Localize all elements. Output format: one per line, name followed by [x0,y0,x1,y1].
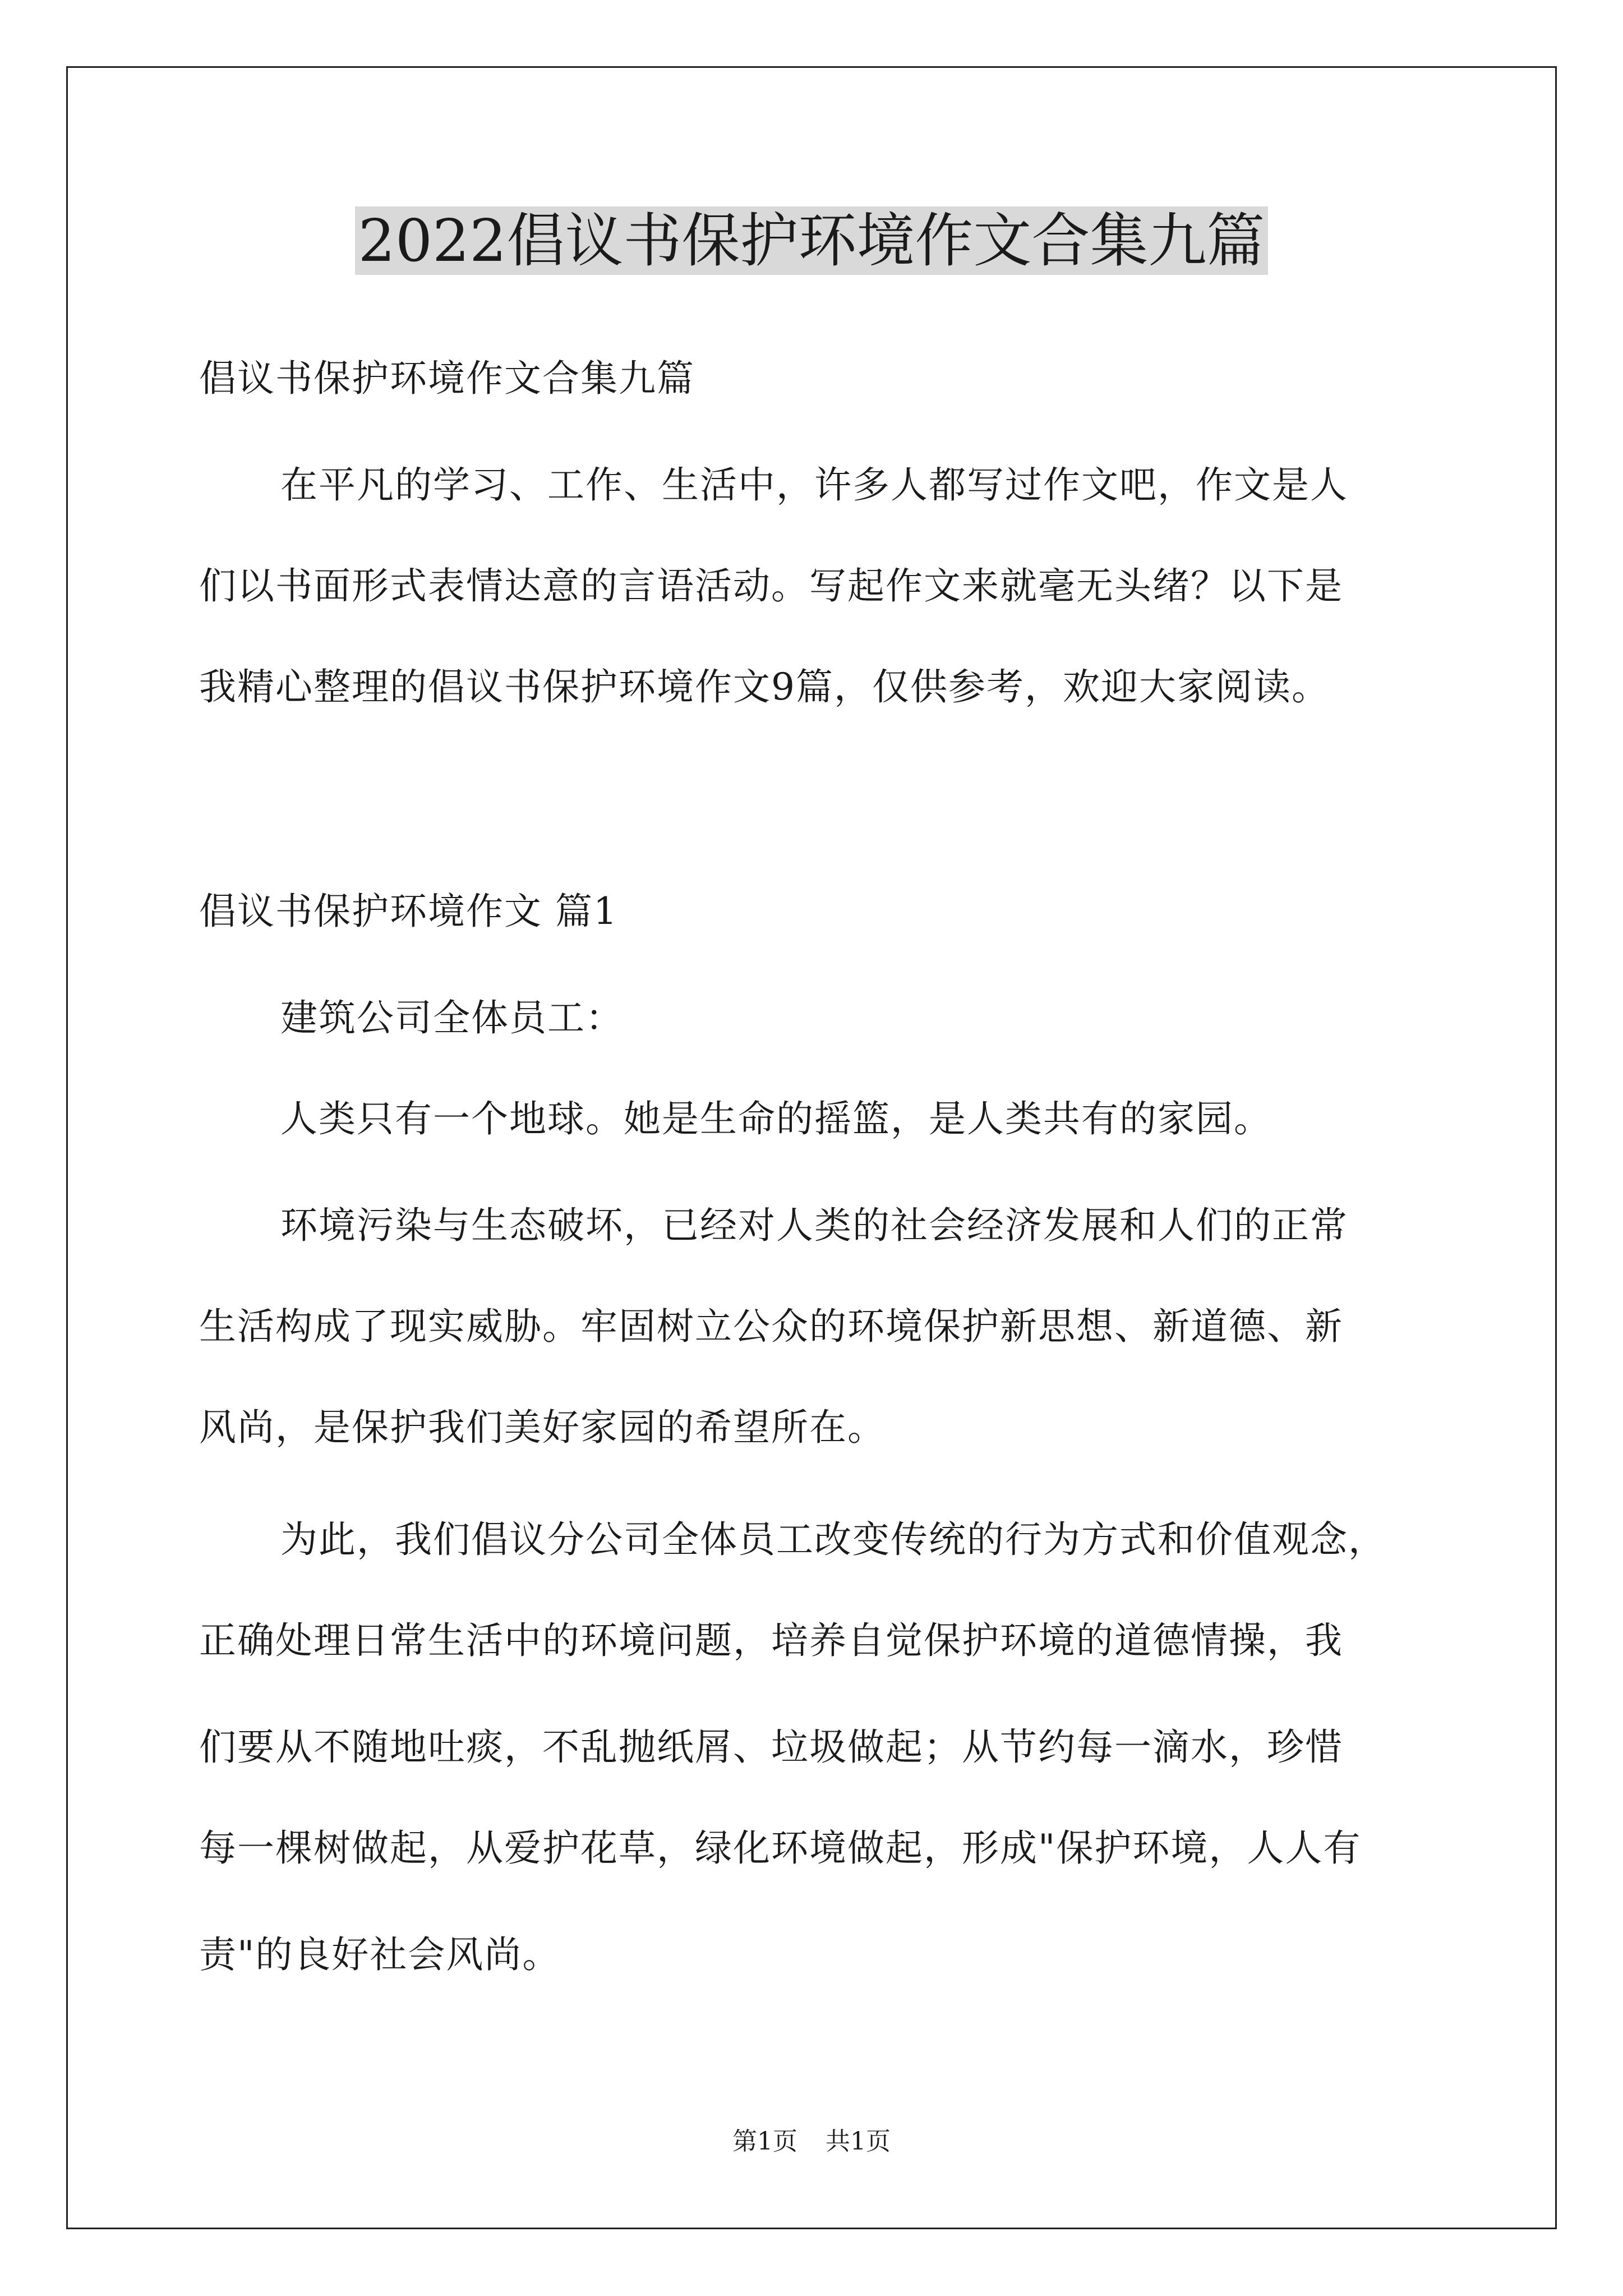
paragraph-line: 责"的良好社会风尚。 [199,1933,561,1976]
page-footer [0,2125,1623,2159]
intro-line-3: 我精心整理的倡议书保护环境作文9篇，仅供参考，欢迎大家阅读。 [199,665,1330,708]
page-total: 共1页 [826,2127,891,2156]
section-heading: 倡议书保护环境作文 篇1 [199,890,618,933]
intro-line-1: 在平凡的学习、工作、生活中，许多人都写过作文吧，作文是人 [280,463,1348,507]
paragraph-line: 正确处理日常生活中的环境问题，培养自觉保护环境的道德情操，我 [199,1619,1343,1662]
paragraph-line: 环境污染与生态破坏，已经对人类的社会经济发展和人们的正常 [280,1204,1348,1247]
paragraph-line: 生活构成了现实威胁。牢固树立公众的环境保护新思想、新道德、新 [199,1305,1343,1348]
salutation-line: 建筑公司全体员工： [280,996,624,1039]
intro-line-2: 们以书面形式表情达意的言语活动。写起作文来就毫无头绪？以下是 [199,564,1343,608]
paragraph-line: 为此，我们倡议分公司全体员工改变传统的行为方式和价值观念， [280,1518,1386,1561]
page-number: 第1页 [732,2127,797,2156]
paragraph-line: 人类只有一个地球。她是生命的摇篮，是人类共有的家园。 [280,1097,1272,1140]
document-title: 2022倡议书保护环境作文合集九篇 [0,199,1623,283]
subtitle-line: 倡议书保护环境作文合集九篇 [199,357,695,400]
paragraph-line: 每一棵树做起，从爱护花草，绿化环境做起，形成"保护环境，人人有 [199,1826,1362,1870]
paragraph-line: 风尚，是保护我们美好家园的希望所在。 [199,1406,886,1449]
paragraph-line: 们要从不随地吐痰，不乱抛纸屑、垃圾做起；从节约每一滴水，珍惜 [199,1726,1343,1769]
